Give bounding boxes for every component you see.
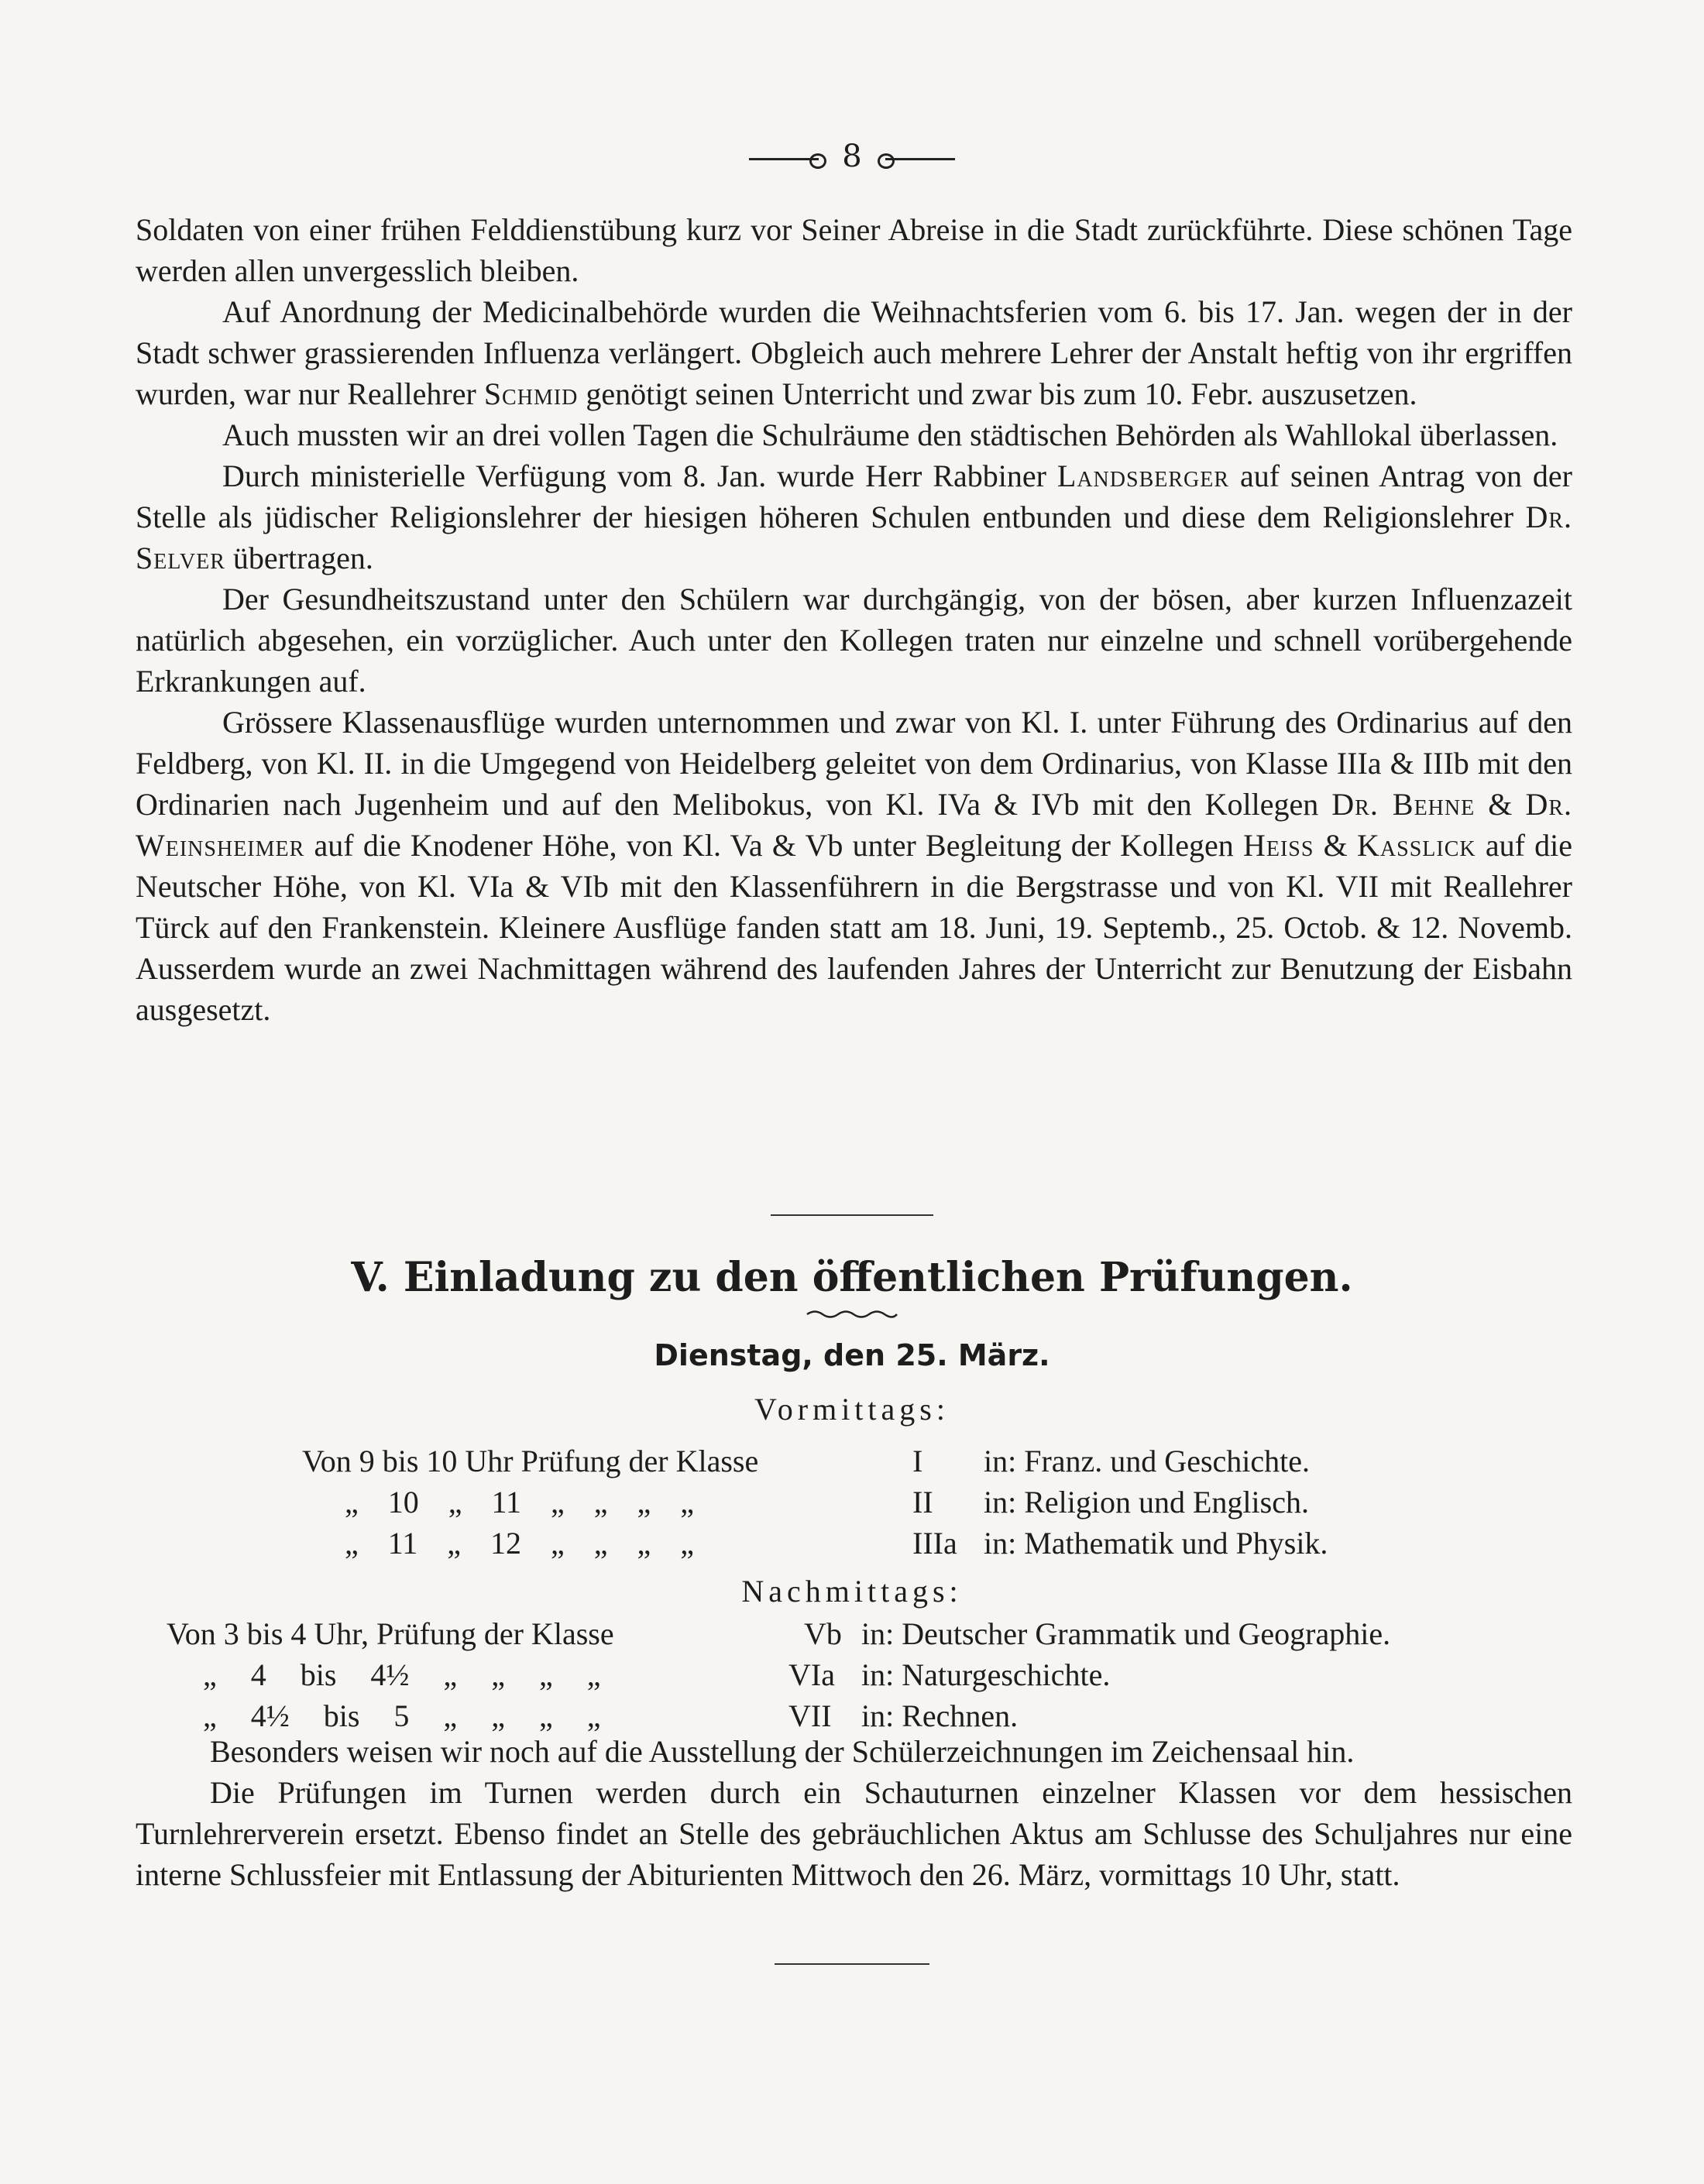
text-run: Soldaten von einer frühen Felddienstübung kurz vor Seiner Abreise in die Stadt zurückführte. Diese schönen Tage werden allen unvergesslich bleiben. xyxy=(136,212,1572,288)
body-paragraph xyxy=(136,455,1572,579)
person-name: Dr. Selver xyxy=(136,500,1572,575)
schedule-subjects: in: Naturgeschichte. xyxy=(861,1657,1111,1692)
text-run: Durch ministerielle Verfügung vom 8. Jan. wurde Herr Rabbiner xyxy=(222,458,1057,493)
divider-rule xyxy=(771,1214,933,1216)
schedule-time: „ 10 „ 11 „ „ „ „ xyxy=(345,1485,695,1520)
schedule-subjects: in: Religion und Englisch. xyxy=(984,1485,1309,1520)
body-paragraph xyxy=(136,209,1572,291)
body-text xyxy=(136,209,1572,1030)
section-title: V. Einladung zu den öffentlichen Prüfungen. xyxy=(351,1254,1353,1301)
schedule-klasse: VIa xyxy=(788,1657,835,1692)
closing-paragraph: Besonders weisen wir noch auf die Ausstellung der Schülerzeichnungen im Zeichensaal hin. xyxy=(210,1734,1355,1769)
closing-paragraph: Die Prüfungen im Turnen werden durch ein Schauturnen einzelner Klassen vor dem hessischen Turnlehrerverein ersetzt. Ebenso findet an Stelle des gebräuchlichen Aktus am Schlusse des Schuljahres nur eine interne Schlussfeier mit Entlassung der Abiturienten Mittwoch den 26. März, vormittags 10 Uhr, statt. xyxy=(136,1775,1572,1892)
schedule-subjects: in: Mathematik und Physik. xyxy=(984,1526,1328,1561)
schedule-row xyxy=(0,1656,1704,1695)
body-paragraph xyxy=(136,579,1572,702)
body-paragraph xyxy=(136,291,1572,414)
person-name: Dr. Weinsheimer xyxy=(136,787,1572,863)
schedule-row xyxy=(0,1483,1704,1522)
schedule-klasse: VII xyxy=(788,1698,832,1733)
text-run: Auch mussten wir an drei vollen Tagen die Schulräume den städtischen Behörden als Wahllokal überlassen. xyxy=(222,417,1558,452)
schedule-row xyxy=(0,1697,1704,1736)
ornament-right-icon xyxy=(885,158,955,160)
person-name: Heiss xyxy=(1242,828,1314,863)
schedule-time: Von 3 bis 4 Uhr, Prüfung der Klasse xyxy=(167,1616,614,1651)
page-header xyxy=(0,133,1704,180)
person-name: Dr. Behne xyxy=(1331,787,1476,822)
schedule-subjects: in: Deutscher Grammatik und Geographie. xyxy=(861,1616,1391,1651)
schedule-klasse: II xyxy=(912,1485,933,1520)
ornament-left-icon xyxy=(749,158,819,160)
bottom-divider-rule xyxy=(775,1963,929,1965)
exam-date: Dienstag, den 25. März. xyxy=(654,1338,1050,1372)
person-name: Schmid xyxy=(483,376,579,411)
text-run: übertragen. xyxy=(225,541,373,575)
schedule-time: „ 4 bis 4½ „ „ „ „ xyxy=(203,1657,601,1692)
schedule-klasse: Vb xyxy=(804,1616,842,1651)
text-run: genötigt seinen Unterricht und zwar bis zum 10. Febr. auszusetzen. xyxy=(578,376,1417,411)
schedule-time: „ 4½ bis 5 „ „ „ „ xyxy=(203,1698,601,1733)
schedule-klasse: IIIa xyxy=(912,1526,957,1561)
schedule-time: Von 9 bis 10 Uhr Prüfung der Klasse xyxy=(302,1444,759,1478)
text-run: & xyxy=(1314,828,1358,863)
text-run: Grössere Klassenausflüge wurden unternommen und zwar von Kl. I. unter Führung des Ordinarius auf den Feldberg, von Kl. II. in die Umgegend von Heidelberg geleitet von dem Ordinarius, von Klasse IIIa & IIIb mit den Ordinarien nach Jugenheim und auf den Melibokus, von Kl. IVa & IVb mit den Kollegen xyxy=(136,705,1572,822)
text-run: & xyxy=(1475,787,1526,822)
closing-text xyxy=(136,1731,1572,1895)
schedule-klasse: I xyxy=(912,1444,923,1478)
squiggle-ornament-icon xyxy=(806,1309,898,1320)
schedule-subjects: in: Franz. und Geschichte. xyxy=(984,1444,1310,1478)
morning-heading: Vormittags: xyxy=(754,1392,950,1427)
schedule-row xyxy=(0,1615,1704,1653)
afternoon-heading: Nachmittags: xyxy=(741,1574,963,1609)
text-run: auf seinen Antrag von der Stelle als jüdischer Religionslehrer der hiesigen höheren Schulen entbunden und diese dem Religionslehrer xyxy=(136,458,1572,534)
text-run: auf die Neutscher Höhe, von Kl. VIa & VIb mit den Klassenführern in die Bergstrasse und von Kl. VII mit Reallehrer Türck auf den Frankenstein. Kleinere Ausflüge fanden statt am 18. Juni, 19. Septemb., 25. Octob. & 12. Novemb. Ausserdem wurde an zwei Nachmittagen während des laufenden Jahres der Unterricht zur Benutzung der Eisbahn ausgesetzt. xyxy=(136,828,1572,1027)
body-paragraph xyxy=(136,414,1572,455)
page-number: 8 xyxy=(842,139,862,174)
body-paragraph xyxy=(136,702,1572,1030)
schedule-time: „ 11 „ 12 „ „ „ „ xyxy=(345,1526,695,1561)
schedule-row xyxy=(0,1524,1704,1563)
person-name: Landsberger xyxy=(1056,458,1230,493)
schedule-subjects: in: Rechnen. xyxy=(861,1698,1019,1733)
person-name: Kasslick xyxy=(1357,828,1476,863)
schedule-row xyxy=(0,1442,1704,1481)
text-run: Auf Anordnung der Medicinalbehörde wurden die Weihnachtsferien vom 6. bis 17. Jan. wegen der in der Stadt schwer grassierenden Influenza verlängert. Obgleich auch mehrere Lehrer der Anstalt heftig von ihr ergriffen wurden, war nur Reallehrer xyxy=(136,294,1572,411)
text-run: Der Gesundheitszustand unter den Schülern war durchgängig, von der bösen, aber kurzen Influenzazeit natürlich abgesehen, ein vorzüglicher. Auch unter den Kollegen traten nur einzelne und schnell vorübergehende Erkrankungen auf. xyxy=(136,582,1572,699)
text-run: auf die Knodener Höhe, von Kl. Va & Vb unter Begleitung der Kollegen xyxy=(304,828,1243,863)
